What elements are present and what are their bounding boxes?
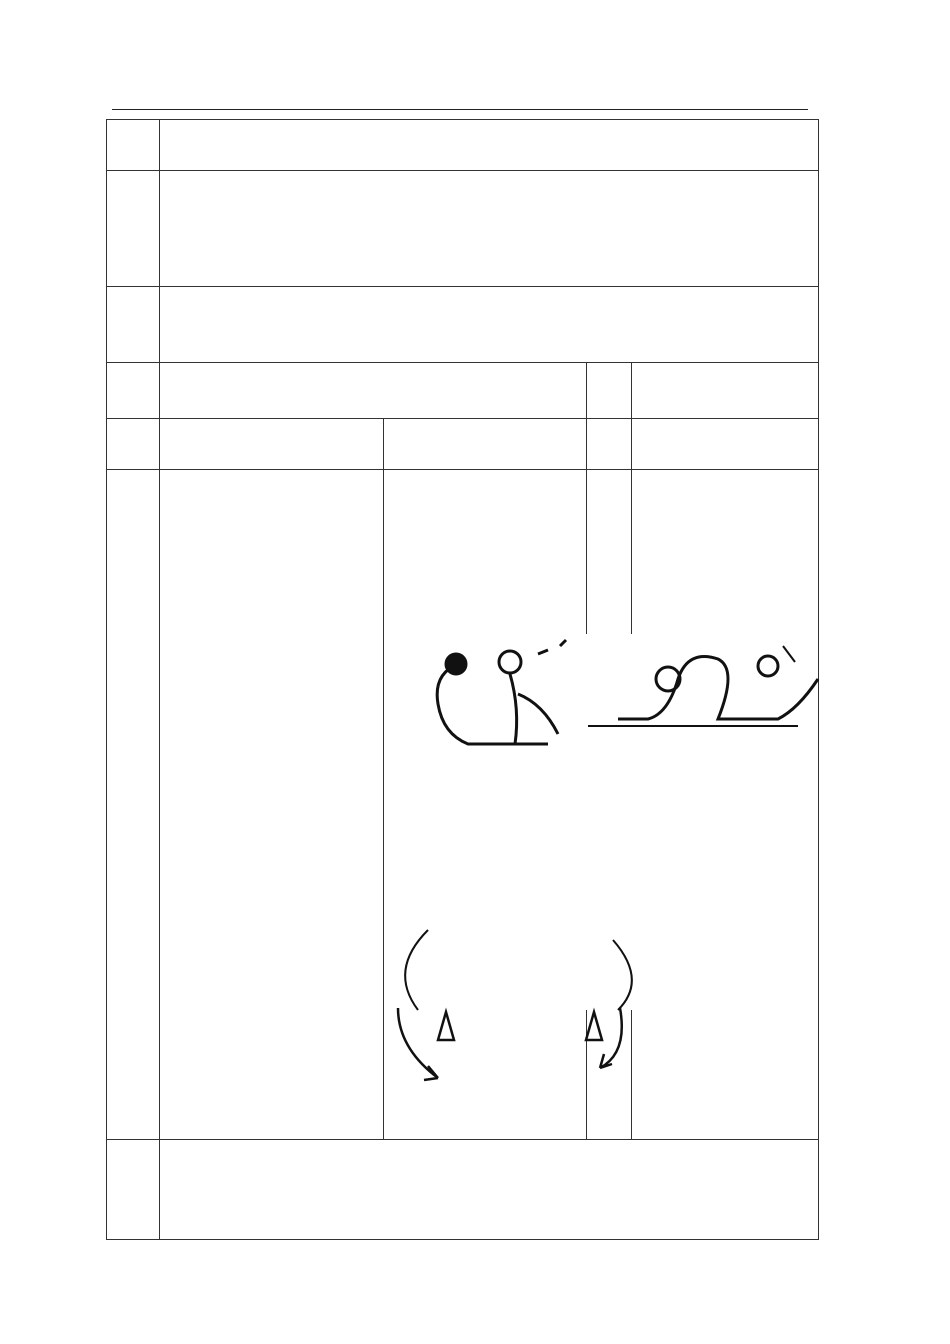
menu-row: [107, 120, 819, 171]
exercise-illustrations: [388, 634, 816, 1010]
reflection-cell: [160, 1140, 819, 1240]
columns-row: [107, 419, 819, 470]
goals-row: [107, 171, 819, 287]
venue-value: [160, 363, 587, 419]
goals-list: [160, 171, 819, 287]
reflection-row: [107, 1140, 819, 1240]
menu-value: [160, 120, 819, 171]
header-rule: [112, 109, 808, 110]
intent-header: [632, 419, 819, 470]
run-formation-diagram: [398, 1008, 628, 1140]
back-extension-illustration: [588, 646, 818, 726]
content-header: [160, 419, 384, 470]
focus-row: [107, 287, 819, 363]
partner-situp-illustration: [437, 640, 566, 744]
content-cell: [160, 470, 384, 1140]
venue-row: [107, 363, 819, 419]
marker-cone: [586, 1012, 602, 1040]
marker-cone: [438, 1012, 454, 1040]
menu-label: [107, 120, 160, 171]
arrangement-header: [384, 419, 587, 470]
running-route-diagram: [405, 930, 632, 1010]
program-cell: [107, 470, 160, 1140]
formation-diagram: [488, 530, 628, 634]
